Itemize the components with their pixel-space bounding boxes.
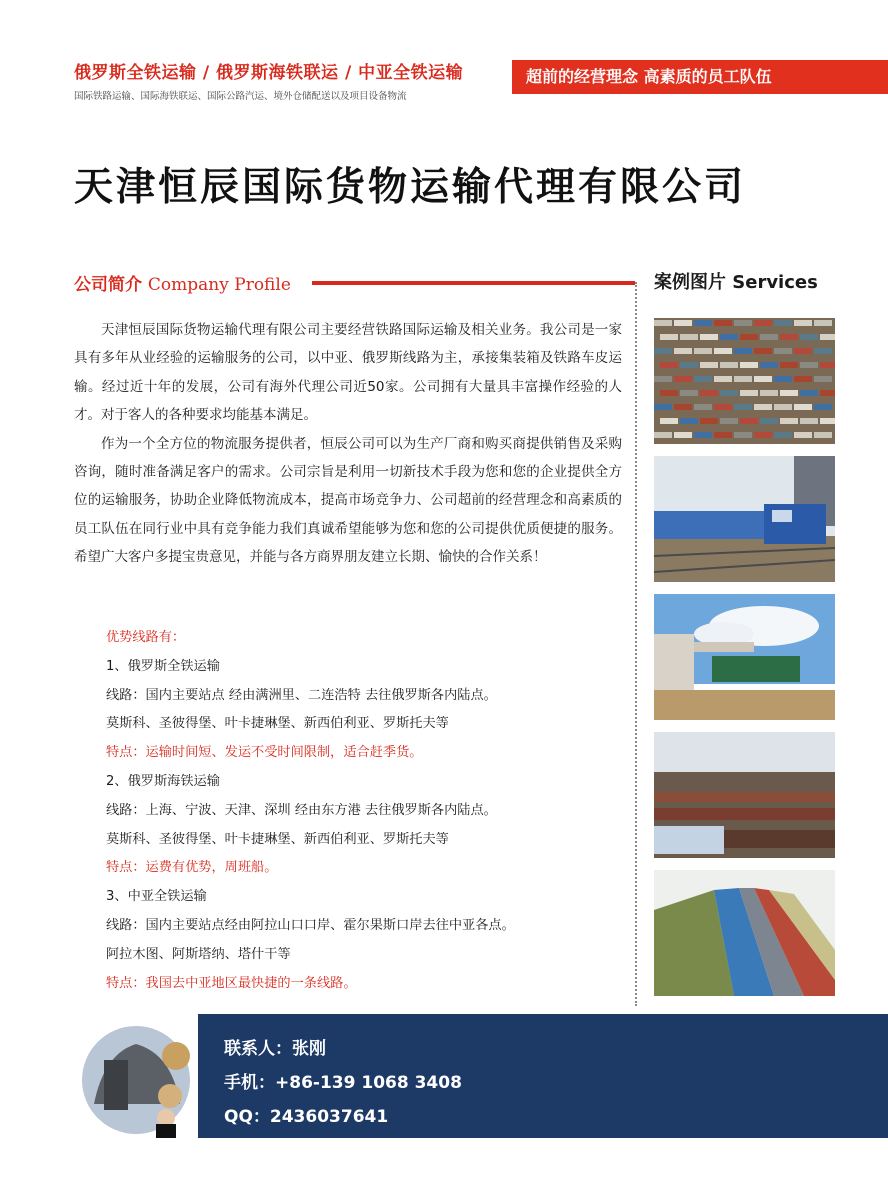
contact-info <box>224 1032 462 1134</box>
slogan-banner: 超前的经营理念 高素质的员工队伍 <box>512 60 888 94</box>
top-services-subtitle: 国际铁路运输、国际海铁联运、国际公路汽运、境外仓储配送以及项目设备物流 <box>74 91 407 102</box>
photo-rail-yard <box>654 732 835 858</box>
column-divider <box>635 282 637 1006</box>
route-line: 特点：运费有优势，周班船。 <box>106 860 278 876</box>
route-lines <box>106 653 626 999</box>
routes-title: 优势线路有： <box>106 630 186 645</box>
contact-phone: 手机：+86-139 1068 3408 <box>224 1073 462 1093</box>
profile-paragraph: 天津恒辰国际货物运输代理有限公司主要经营铁路国际运输及相关业务。我公司是一家具有多年从业经验的运输服务的公司，以中亚、俄罗斯线路为主，承接集装箱及铁路车皮运输。经过近十年的发展，公司有海外代理公司近50家。公司拥有大量具丰富操作经验的人才。对于客人的各种要求均能基本满足。 <box>74 322 622 424</box>
services-photos <box>654 318 835 1008</box>
routes-list <box>106 624 626 998</box>
profile-heading <box>74 270 291 295</box>
profile-heading-en: Company Profile <box>147 275 291 295</box>
route-line: 特点：运输时间短、发运不受时间限制，适合赶季货。 <box>106 745 423 761</box>
photo-border-station <box>654 594 835 720</box>
photo-container-yard <box>654 318 835 444</box>
route-line: 莫斯科、圣彼得堡、叶卡捷琳堡、新西伯利亚、罗斯托夫等 <box>106 716 449 732</box>
route-line: 1、俄罗斯全铁运输 <box>106 658 220 674</box>
photo-container-train <box>654 870 835 996</box>
route-line: 线路：国内主要站点经由阿拉山口口岸、霍尔果斯口岸去往中亚各点。 <box>106 917 515 933</box>
route-line: 线路：国内主要站点 经由满洲里、二连浩特 去往俄罗斯各内陆点。 <box>106 687 497 703</box>
profile-paragraph: 作为一个全方位的物流服务提供者，恒辰公司可以为生产厂商和购买商提供销售及采购咨询，随时准备满足客户的需求。公司宗旨是利用一切新技术手段为您和您的企业提供全方位的运输服务，协助企业降低物流成本，提高市场竞争力、公司超前的经营理念和高素质的员工队伍在同行业中具有竞争能力我们真诚希望能够为您和您的公司提供优质便捷的服务。希望广大客户多提宝贵意见，并能与各方商界朋友建立长期、愉快的合作关系！ <box>74 435 622 566</box>
top-services-title: 俄罗斯全铁运输 / 俄罗斯海铁联运 / 中亚全铁运输 <box>74 63 464 83</box>
profile-body <box>74 316 622 572</box>
photo-blue-locomotive <box>654 456 835 582</box>
route-line: 2、俄罗斯海铁运输 <box>106 773 220 789</box>
profile-heading-cn: 公司简介 <box>74 275 142 295</box>
footer-collage <box>74 1014 198 1138</box>
contact-person: 联系人：张刚 <box>224 1039 326 1059</box>
route-line: 线路：上海、宁波、天津、深圳 经由东方港 去往俄罗斯各内陆点。 <box>106 802 497 818</box>
route-line: 特点：我国去中亚地区最快捷的一条线路。 <box>106 975 357 991</box>
contact-footer <box>74 1014 888 1138</box>
profile-heading-rule <box>312 281 635 285</box>
contact-qq: QQ：2436037641 <box>224 1107 389 1127</box>
route-line: 阿拉木图、阿斯塔纳、塔什干等 <box>106 946 291 962</box>
top-services-block <box>74 58 463 102</box>
route-line: 3、中亚全铁运输 <box>106 889 207 905</box>
route-line: 莫斯科、圣彼得堡、叶卡捷琳堡、新西伯利亚、罗斯托夫等 <box>106 831 449 847</box>
services-heading: 案例图片 Services <box>654 272 818 293</box>
company-title: 天津恒辰国际货物运输代理有限公司 <box>74 165 747 210</box>
